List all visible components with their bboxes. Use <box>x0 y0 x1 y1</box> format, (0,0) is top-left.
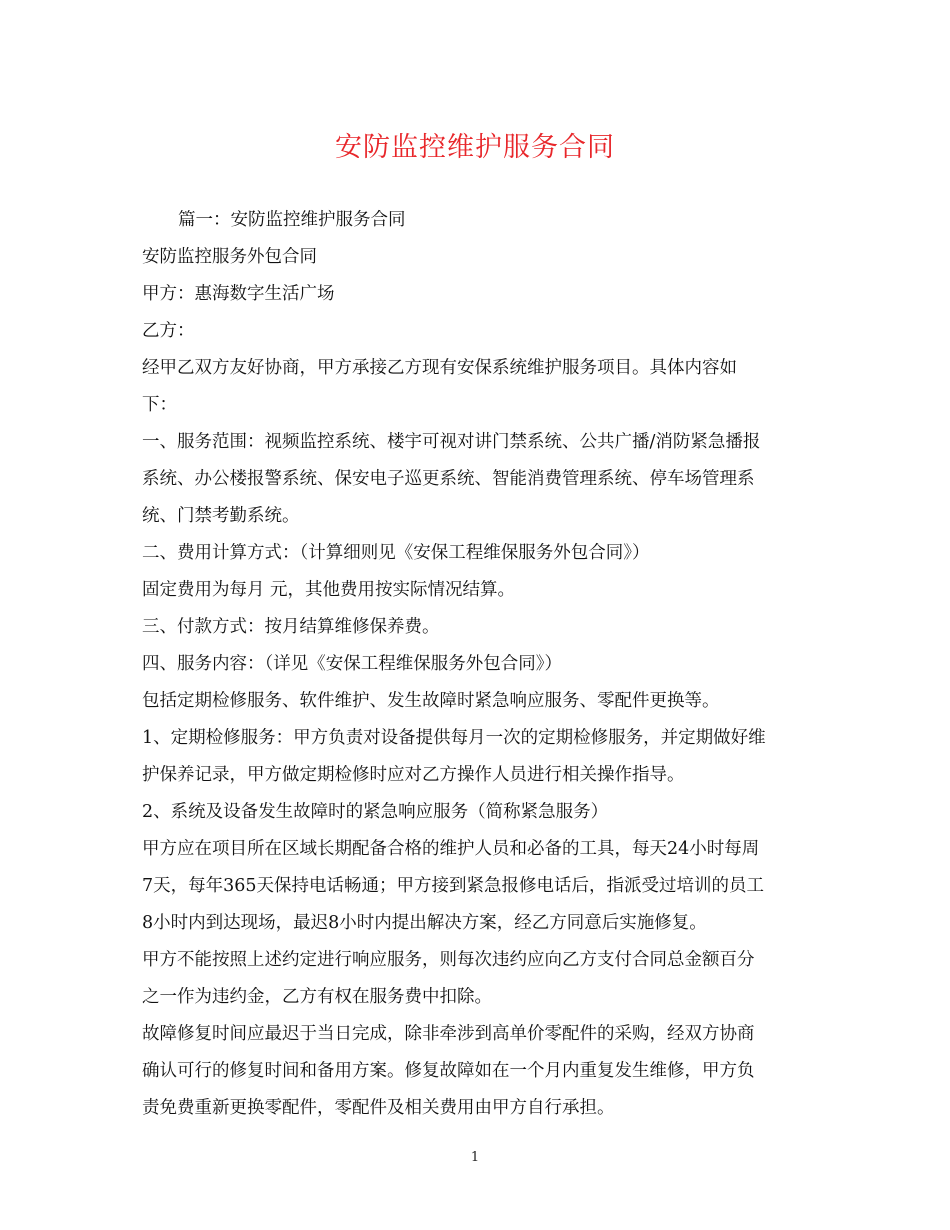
party-a: 甲方：惠海数字生活广场 <box>142 284 335 304</box>
paragraph-line: 护保养记录，甲方做定期检修时应对乙方操作人员进行相关操作指导。 <box>142 765 685 785</box>
paragraph-line: 8小时内到达现场，最迟8小时内提出解决方案，经乙方同意后实施修复。 <box>142 913 707 933</box>
paragraph-line: 甲方不能按照上述约定进行响应服务，则每次违约应向乙方支付合同总金额百分 <box>142 950 755 970</box>
party-b: 乙方： <box>142 321 195 341</box>
contract-name: 安防监控服务外包合同 <box>142 247 317 267</box>
paragraph-line: 确认可行的修复时间和备用方案。修复故障如在一个月内重复发生维修，甲方负 <box>142 1061 755 1081</box>
section-heading: 篇一：安防监控维护服务合同 <box>178 210 406 230</box>
paragraph-line: 甲方应在项目所在区域长期配备合格的维护人员和必备的工具，每天24小时每周 <box>142 839 760 859</box>
paragraph-line: 经甲乙双方友好协商，甲方承接乙方现有安保系统维护服务项目。具体内容如 <box>142 358 737 378</box>
paragraph-line: 系统、办公楼报警系统、保安电子巡更系统、智能消费管理系统、停车场管理系 <box>142 469 755 489</box>
paragraph-line: 统、门禁考勤系统。 <box>142 506 300 526</box>
paragraph-line: 四、服务内容：（详见《安保工程维保服务外包合同》） <box>142 654 562 674</box>
paragraph-line: 三、付款方式：按月结算维修保养费。 <box>142 617 440 637</box>
paragraph-line: 故障修复时间应最迟于当日完成，除非牵涉到高单价零配件的采购，经双方协商 <box>142 1024 755 1044</box>
document-body <box>142 202 812 1127</box>
paragraph-line: 下： <box>142 395 177 415</box>
paragraph-line: 2、系统及设备发生故障时的紧急响应服务（简称紧急服务） <box>142 802 609 822</box>
paragraph-line: 7天，每年365天保持电话畅通；甲方接到紧急报修电话后，指派受过培训的员工 <box>142 876 765 896</box>
paragraph-line: 固定费用为每月 元，其他费用按实际情况结算。 <box>142 580 516 600</box>
document-title: 安防监控维护服务合同 <box>335 132 615 163</box>
paragraph-line: 二、费用计算方式：（计算细则见《安保工程维保服务外包合同》） <box>142 543 650 563</box>
paragraph-line: 一、服务范围：视频监控系统、楼宇可视对讲门禁系统、公共广播/消防紧急播报 <box>142 432 761 452</box>
page-number: 1 <box>470 1150 480 1165</box>
paragraph-line: 之一作为违约金，乙方有权在服务费中扣除。 <box>142 987 492 1007</box>
paragraph-line: 1、定期检修服务：甲方负责对设备提供每月一次的定期检修服务，并定期做好维 <box>142 728 766 748</box>
paragraph-line: 责免费重新更换零配件，零配件及相关费用由甲方自行承担。 <box>142 1098 615 1118</box>
paragraph-line: 包括定期检修服务、软件维护、发生故障时紧急响应服务、零配件更换等。 <box>142 691 720 711</box>
